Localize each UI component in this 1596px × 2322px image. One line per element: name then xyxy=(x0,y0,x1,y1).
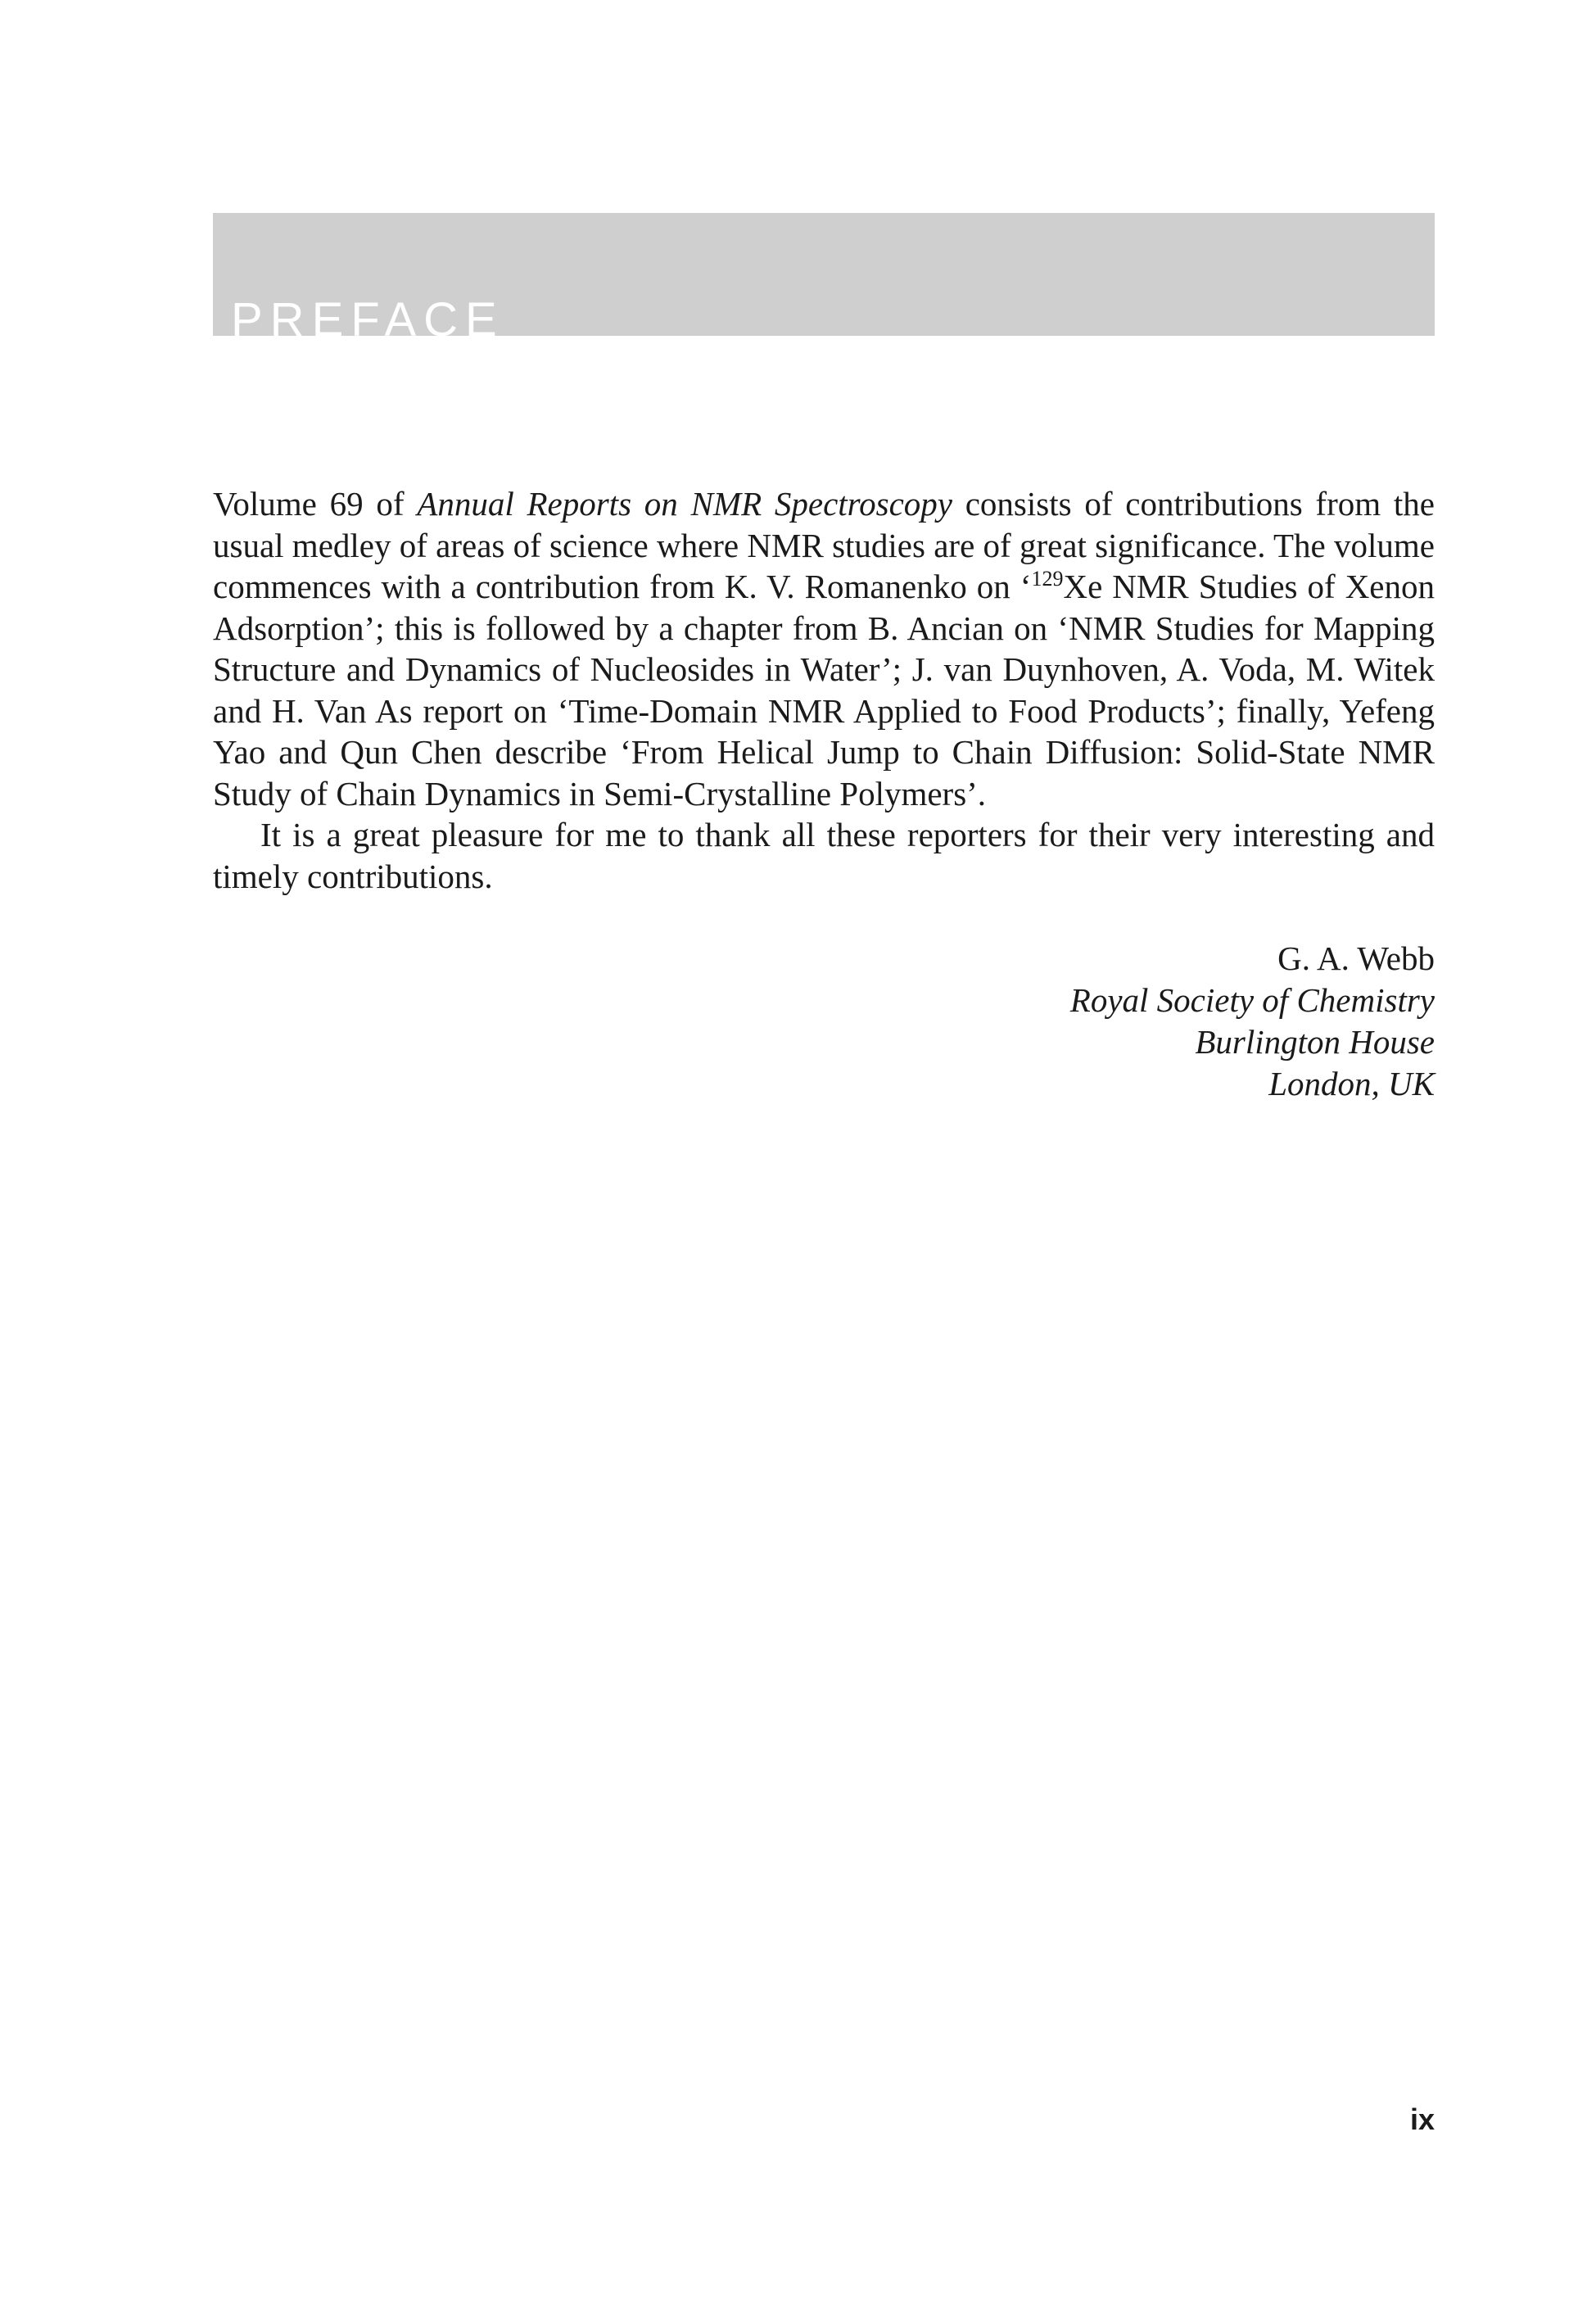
paragraph-1 xyxy=(213,483,1435,814)
paragraph-1-lead: Volume 69 of xyxy=(213,485,418,523)
isotope-superscript: 129 xyxy=(1031,567,1064,591)
author-name: G. A. Webb xyxy=(1277,939,1435,977)
author-affiliation: Royal Society of Chemistry xyxy=(1069,981,1435,1019)
signature-block xyxy=(1070,938,1435,1105)
paragraph-1-text: consists of contributions from the usual medley of areas of science where NMR studies are of great significance. The volume commences with a contribution from K. V. Romanenko on ‘ xyxy=(213,485,1435,605)
author-city: London, UK xyxy=(1268,1065,1435,1102)
journal-title: Annual Reports on NMR Spectroscopy xyxy=(417,485,952,523)
page-title: PREFACE xyxy=(231,293,504,346)
paragraph-1-rest: Xe NMR Studies of Xenon Adsorption’; this is followed by a chapter from B. Ancian on ‘NMR Studies for Mapping Structure and Dynamics of Nucleosides in Water’; J. van Duynhoven, A. Voda, M. Witek and H. Van As report on ‘Time-Domain NMR Applied to Food Products’; finally, Yefeng Yao and Qun Chen describe ‘From Helical Jump to Chain Diffusion: Solid-State NMR Study of Chain Dynamics in Semi-Crystalline Polymers’. xyxy=(213,568,1435,812)
paragraph-2: It is a great pleasure for me to thank all these reporters for their very interesting and timely contributions. xyxy=(213,816,1435,895)
preface-body xyxy=(213,483,1435,897)
page-number: ix xyxy=(1409,2102,1435,2136)
author-building: Burlington House xyxy=(1195,1023,1435,1061)
preface-header-band xyxy=(213,213,1435,346)
